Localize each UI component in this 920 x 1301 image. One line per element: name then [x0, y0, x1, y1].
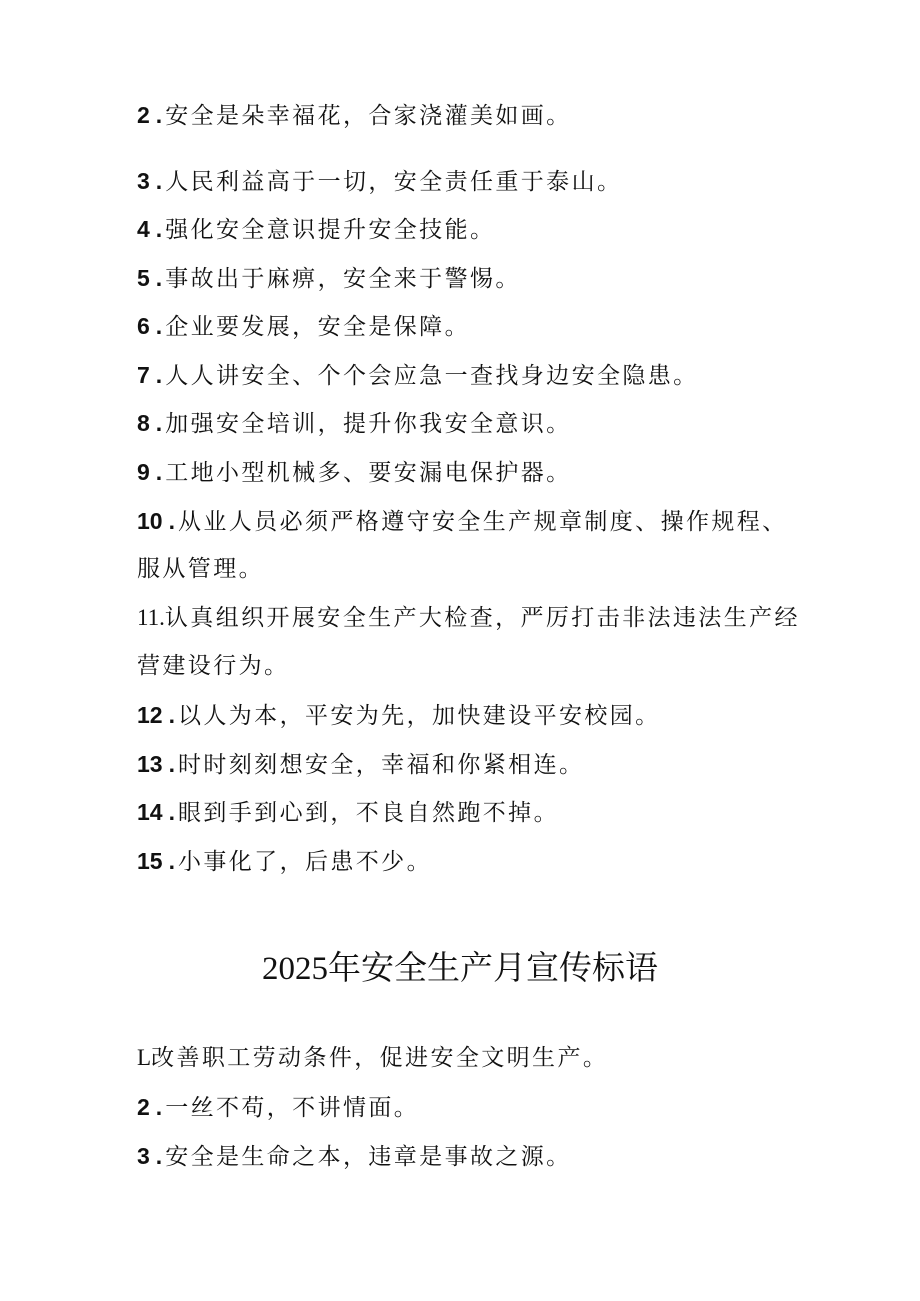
item-number: 3 — [137, 1143, 150, 1169]
item-text: 工地小型机械多、要安漏电保护器。 — [165, 460, 572, 486]
list-item — [137, 360, 699, 391]
item-text: 从业人员必须严格遵守安全生产规章制度、操作规程、 — [177, 509, 788, 535]
item-text: 企业要发展，安全是保障。 — [165, 314, 470, 340]
item-text: 强化安全意识提升安全技能。 — [165, 217, 496, 243]
item-text: 时时刻刻想安全，幸福和你紧相连。 — [177, 752, 585, 778]
item-separator: . — [168, 751, 175, 777]
list-item-continuation: 营建设行为。 — [137, 653, 290, 679]
item-separator: . — [155, 410, 163, 436]
item-number: 7 — [137, 362, 150, 388]
item-separator: . — [155, 216, 163, 242]
item-separator: . — [155, 168, 163, 194]
item-separator: . — [155, 1143, 163, 1169]
item-number: 2 — [137, 1094, 150, 1120]
list-item — [137, 263, 521, 294]
item-separator: . — [168, 799, 175, 825]
item-separator: . — [168, 848, 175, 874]
item-text: 人人讲安全、个个会应急一查找身边安全隐患。 — [165, 363, 699, 389]
list-item — [137, 846, 432, 877]
list-item — [137, 311, 470, 342]
list-item — [137, 1043, 608, 1073]
list-item — [137, 506, 788, 537]
item-number: L — [137, 1045, 152, 1070]
list-item-continuation: 服从管理。 — [137, 556, 264, 582]
list-item — [137, 408, 572, 439]
item-number: 8 — [137, 410, 150, 436]
item-number: 13 — [137, 751, 163, 777]
item-text: 安全是朵幸福花，合家浇灌美如画。 — [165, 103, 572, 129]
item-separator: . — [155, 1094, 163, 1120]
item-number: 9 — [137, 459, 150, 485]
item-separator: . — [155, 362, 163, 388]
item-number: 4 — [137, 216, 150, 242]
item-number: 6 — [137, 313, 150, 339]
item-number: 3 — [137, 168, 150, 194]
list-item — [137, 1141, 572, 1172]
section-title: 2025年安全生产月宣传标语 — [262, 951, 658, 987]
item-text: 事故出于麻痹，安全来于警惕。 — [165, 266, 521, 292]
item-separator: . — [155, 459, 163, 485]
list-item — [137, 1092, 419, 1123]
list-item — [137, 700, 661, 731]
item-text: 眼到手到心到，不良自然跑不掉。 — [177, 800, 559, 826]
item-separator: . — [168, 702, 175, 728]
item-text: 以人为本，平安为先，加快建设平安校园。 — [177, 703, 661, 729]
item-number: 12 — [137, 702, 163, 728]
item-separator: . — [168, 508, 175, 534]
item-separator: . — [155, 313, 163, 339]
item-text: 小事化了，后患不少。 — [177, 849, 432, 875]
list-item — [137, 749, 584, 780]
list-item — [137, 457, 572, 488]
item-number: 15 — [137, 848, 163, 874]
item-text: 人民利益高于一切，安全责任重于泰山。 — [165, 169, 623, 195]
item-number: 5 — [137, 265, 150, 291]
item-separator: . — [155, 102, 163, 128]
item-text: 认真组织开展安全生产大检查，严厉打击非法违法生产经 — [164, 605, 800, 631]
item-separator: . — [155, 265, 163, 291]
list-item — [137, 603, 800, 633]
item-number: 11. — [137, 605, 165, 630]
item-text: 安全是生命之本，违章是事故之源。 — [165, 1144, 572, 1170]
item-number: 10 — [137, 508, 163, 534]
item-number: 14 — [137, 799, 163, 825]
item-text: 一丝不苟，不讲情面。 — [165, 1095, 420, 1121]
list-item — [137, 100, 572, 131]
item-number: 2 — [137, 102, 150, 128]
list-item — [137, 214, 495, 245]
list-item — [137, 797, 559, 828]
list-item — [137, 166, 622, 197]
item-text: 加强安全培训，提升你我安全意识。 — [165, 411, 572, 437]
item-text: 改善职工劳动条件，促进安全文明生产。 — [151, 1045, 609, 1071]
